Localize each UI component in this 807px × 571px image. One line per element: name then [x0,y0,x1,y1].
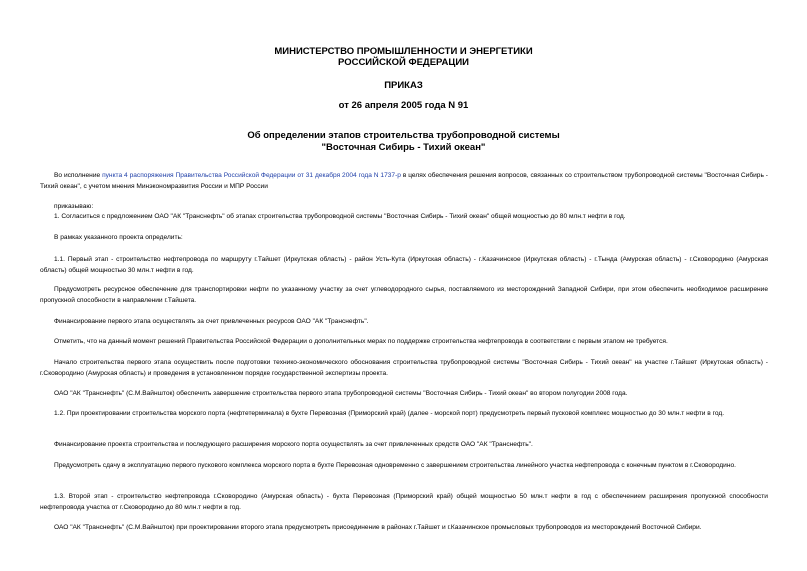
document-date-number: от 26 апреля 2005 года N 91 [338,100,469,111]
paragraph-1-1: 1.1. Первый этап - строительство нефтепровода по маршруту г.Тайшет (Иркутская область) - район Усть-Кута (Иркутская область) - г.Казачинское (Иркутская область) - г.Тында (Амурская область) - г.Сковородино (Амурская область) общей мощностью 30 млн.т нефти в год. [40,256,768,274]
paragraph-port-financing: Финансирование проекта строительства и последующего расширения морского порта осуществлять за счет привлеченных средств ОАО "АК "Транснефть". [54,441,533,448]
paragraph-1-3: 1.3. Второй этап - строительство нефтепровода г.Сковородино (Амурская область) - бухта Перевозная (Приморский край) общей мощностью 50 млн.т нефти в год с обеспечением расширения пропускной способности нефтепровода участка от г.Сковородино до 80 млн.т нефти в год. [40,493,768,511]
ministry-title-line1: МИНИСТЕРСТВО ПРОМЫШЛЕННОСТИ И ЭНЕРГЕТИКИ [274,46,533,57]
paragraph-1: 1. Согласиться с предложением ОАО "АК "Транснефть" об этапах строительства трубопроводной системы "Восточная Сибирь - Тихий океан" общей мощностью до 80 млн.т нефти в год. [54,213,626,220]
ministry-title-line2: РОССИЙСКОЙ ФЕДЕРАЦИИ [337,57,469,68]
intro-prefix: Во исполнение [54,172,103,179]
document-title-line1: Об определении этапов строительства трубопроводной системы [247,130,560,141]
paragraph-no-measures: Отметить, что на данный момент решений Правительства Российской Федерации о дополнительных мерах по поддержке строительства нефтепровода в соответствии с первым этапом не требуется. [54,338,668,345]
paragraph-financing-stage1: Финансирование первого этапа осуществлять за счет привлеченных ресурсов ОАО "АК "Транснефть". [54,318,369,325]
paragraph-1-2: 1.2. При проектировании строительства морского порта (нефтетерминала) в бухте Перевозная (Приморский край) (далее - морской порт) предусмотреть первый пусковой комплекс мощностью до 30 млн.т нефти в год. [54,410,725,417]
order-word: приказываю: [54,203,94,210]
paragraph-construction-start: Начало строительства первого этапа осуществить после подготовки технико-экономического обоснования строительства трубопроводной системы "Восточная Сибирь - Тихий океан" на участке г.Тайшет (Иркутская область) - г.Сковородино (Амурская область) и проведения в установленном порядке государственной экспертизы проекта. [40,359,768,377]
paragraph-second-stage: ОАО "АК "Транснефть" (С.М.Вайншток) при проектировании второго этапа предусмотреть присоединение в районах г.Тайшет и г.Казачинское промысловых трубопроводов из месторождений Восточной Сибири. [54,524,702,531]
paragraph-resources: Предусмотреть ресурсное обеспечение для транспортировки нефти по указанному участку за счет углеводородного сырья, поставляемого из месторождений Западной Сибири, при этом обеспечить необходимое расширение пропускной способности в направлении г.Тайшета. [40,286,768,304]
paragraph-commissioning: Предусмотреть сдачу в эксплуатацию первого пускового комплекса морского порта в бухте Перевозная одновременно с завершением строительства линейного участка нефтепровода с конечным пунктом в г.Сковородино. [54,462,736,469]
document-title-line2: "Восточная Сибирь - Тихий океан" [321,142,486,153]
decree-link[interactable]: пункта 4 распоряжения Правительства Российской Федерации от 31 декабря 2004 года N 1737-р [102,172,401,179]
paragraph-completion: ОАО "АК "Транснефть" (С.М.Вайншток) обеспечить завершение строительства первого этапа трубопроводной системы "Восточная Сибирь - Тихий океан" во втором полугодии 2008 года. [54,390,628,397]
document-type: ПРИКАЗ [384,80,423,91]
intro-suffix: в целях обеспечения решения вопросов, связанных со строительством трубопроводной системы "Восточная Сибирь - Тихий океан", с учетом мнения Минэкономразвития России и МПР России [40,172,768,190]
paragraph-2: В рамках указанного проекта определить: [54,234,183,241]
intro-paragraph [40,171,768,192]
